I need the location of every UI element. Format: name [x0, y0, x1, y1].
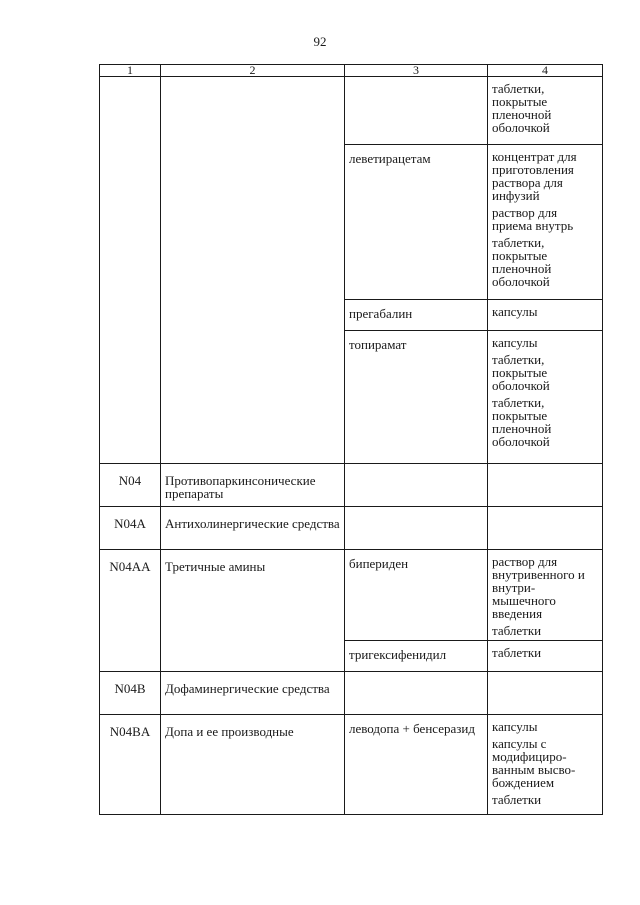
dosage-form-cell: [488, 464, 603, 507]
drug-name-cell: прегабалин: [345, 300, 488, 331]
dosage-form-item: капсулы: [492, 719, 538, 734]
column-number: 1: [100, 65, 161, 77]
dosage-form-item: таблетки: [492, 623, 542, 638]
dosage-form-item: концентрат для приготовления раствора для инфузий: [492, 149, 577, 203]
drug-name-cell: леводопа + бенсеразид: [345, 715, 488, 815]
drug-name-cell: бипериден: [345, 550, 488, 641]
column-number: 4: [488, 65, 603, 77]
table-row: [100, 507, 603, 550]
drug-name-cell: [345, 507, 488, 550]
dosage-form-item: таблетки: [492, 645, 542, 660]
table-row: [100, 464, 603, 507]
anatomical-group-cell: Дофаминергические средства: [161, 672, 345, 715]
anatomical-group-cell: Антихолинергические средства: [161, 507, 345, 550]
dosage-form-item: раствор для внутривенного и внутри-мышечного введения: [492, 554, 585, 621]
anatomical-group-cell: [161, 77, 345, 464]
dosage-form-cell: [488, 145, 603, 300]
drug-name-cell: топирамат: [345, 331, 488, 464]
dosage-form-item: таблетки, покрытые пленочной оболочкой: [492, 235, 552, 289]
column-number-row: [100, 65, 603, 77]
drug-list-table: [99, 64, 603, 815]
atc-code-cell: N04B: [100, 672, 161, 715]
dosage-form-item: таблетки, покрытые пленочной оболочкой: [492, 395, 552, 449]
page-number: 92: [313, 34, 327, 49]
anatomical-group-cell: Противопаркинсонические препараты: [161, 464, 345, 507]
dosage-form-item: таблетки, покрытые оболочкой: [492, 352, 550, 393]
dosage-form-cell: [488, 77, 603, 145]
atc-code-cell: N04AA: [100, 550, 161, 672]
atc-code-cell: N04BA: [100, 715, 161, 815]
dosage-form-cell: [488, 672, 603, 715]
dosage-form-item: раствор для приема внутрь: [492, 205, 574, 233]
dosage-form-item: капсулы: [492, 304, 538, 319]
dosage-form-cell: [488, 507, 603, 550]
atc-code-cell: [100, 77, 161, 464]
column-number: 3: [345, 65, 488, 77]
atc-code-cell: N04A: [100, 507, 161, 550]
drug-name-cell: [345, 77, 488, 145]
dosage-form-cell: [488, 331, 603, 464]
anatomical-group-cell: Третичные амины: [161, 550, 345, 672]
table-row: [100, 550, 603, 641]
drug-name-cell: тригексифенидил: [345, 641, 488, 672]
dosage-form-item: капсулы с модифициро-ванным высво-бождением: [492, 736, 576, 790]
dosage-form-item: таблетки, покрытые пленочной оболочкой: [492, 81, 552, 135]
dosage-form-cell: [488, 550, 603, 641]
table-row: [100, 715, 603, 815]
dosage-form-cell: [488, 715, 603, 815]
drug-name-cell: [345, 464, 488, 507]
dosage-form-item: таблетки: [492, 792, 542, 807]
atc-code-cell: N04: [100, 464, 161, 507]
dosage-form-item: капсулы: [492, 335, 538, 350]
drug-name-cell: [345, 672, 488, 715]
dosage-form-cell: [488, 641, 603, 672]
anatomical-group-cell: Допа и ее производные: [161, 715, 345, 815]
table-row: [100, 672, 603, 715]
column-number: 2: [161, 65, 345, 77]
drug-name-cell: леветирацетам: [345, 145, 488, 300]
table-row: [100, 77, 603, 145]
dosage-form-cell: [488, 300, 603, 331]
